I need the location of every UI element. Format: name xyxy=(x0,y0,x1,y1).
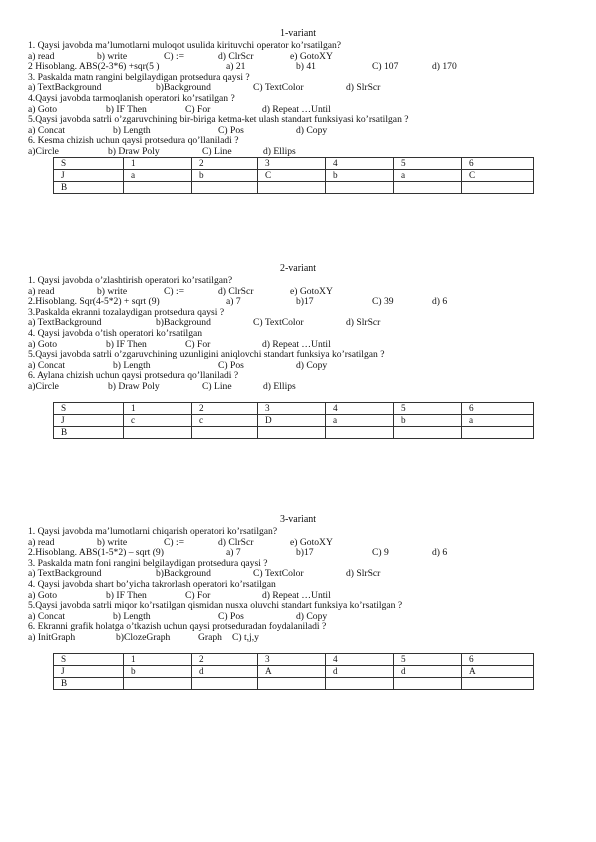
answer-option: e) GotoXY xyxy=(290,536,333,548)
answer-option: C) TextColor xyxy=(253,568,304,580)
answer-option: a) Concat xyxy=(28,610,66,622)
answer-option: a) read xyxy=(28,285,55,297)
answer-option: C) := xyxy=(164,285,185,297)
question-text: 6. Kesma chizish uchun qaysi protsedura qo’llaniladi ? xyxy=(28,135,239,147)
table-cell: c xyxy=(124,414,192,426)
question-text: 3. Paskalda matn rangini belgilaydigan protsedura qaysi ? xyxy=(28,71,250,83)
table-cell: 2 xyxy=(192,653,258,665)
answer-option: b) Length xyxy=(113,610,151,622)
question-text: 4. Qaysi javobda o’tish operatori ko’rsatilgan xyxy=(28,328,203,339)
table-cell: 6 xyxy=(462,157,534,169)
answer-option: b) Length xyxy=(113,359,151,371)
table-cell: B xyxy=(54,181,124,193)
table-cell: c xyxy=(192,414,258,426)
table-cell: b xyxy=(192,169,258,181)
answer-option: e) GotoXY xyxy=(290,50,333,62)
table-cell: 1 xyxy=(124,402,192,414)
table-cell: S xyxy=(54,653,124,665)
table-cell xyxy=(394,181,462,193)
answer-option: C) := xyxy=(164,536,185,548)
answer-option: b) IF Then xyxy=(106,338,147,350)
answer-option: C) Line xyxy=(202,146,232,157)
answer-option: Graph xyxy=(198,632,222,643)
answer-option: a) Concat xyxy=(28,359,66,371)
table-cell: 1 xyxy=(124,157,192,169)
question-text: 1. Qaysi javobda ma’lumotlarni muloqot usulida kirituvchi operator ko’rsatilgan? xyxy=(28,40,342,51)
options-row xyxy=(28,317,568,328)
table-cell: 5 xyxy=(394,402,462,414)
table-cell: S xyxy=(54,157,124,169)
table-row xyxy=(54,414,534,426)
table-cell: 3 xyxy=(258,653,326,665)
options-row xyxy=(28,632,568,643)
table-cell: 5 xyxy=(394,157,462,169)
answer-option: a) Concat xyxy=(28,124,66,136)
options-row xyxy=(28,146,568,157)
answer-option: C) 107 xyxy=(372,61,399,73)
answer-option: d) SlrScr xyxy=(346,317,381,329)
table-cell: a xyxy=(394,169,462,181)
answer-option: d) SlrScr xyxy=(346,568,381,580)
variant-title: 3-variant xyxy=(279,514,317,525)
answer-table xyxy=(53,653,534,690)
table-row xyxy=(54,653,534,665)
table-row xyxy=(54,665,534,677)
answer-option: d) Ellips xyxy=(263,381,296,392)
table-cell: 3 xyxy=(258,157,326,169)
answer-option: C) For xyxy=(185,103,211,115)
table-cell: B xyxy=(54,677,124,689)
question-text: 5.Qaysi javobda satrli o’zgaruvchining uzunligini aniqlovchi standart funksiya ko’rsatilgan ? xyxy=(28,349,385,361)
table-cell: 6 xyxy=(462,402,534,414)
answer-option: C) For xyxy=(185,589,211,601)
answer-option: C) 39 xyxy=(372,296,394,308)
answer-option: 2.Hisoblang. Sqr(4-5*2) + sqrt (9) xyxy=(28,296,160,308)
options-row xyxy=(28,61,568,72)
answer-option: a) read xyxy=(28,536,55,548)
answer-option: b)Background xyxy=(156,82,211,94)
table-cell: b xyxy=(394,414,462,426)
table-row xyxy=(54,181,534,193)
answer-option: a) 7 xyxy=(226,547,241,559)
table-cell xyxy=(326,426,394,438)
answer-option: a)Circle xyxy=(28,381,59,392)
answer-option: C) Line xyxy=(202,381,232,392)
question-text: 5.Qaysi javobda satrli o’zgaruvchining bir-biriga ketma-ket ulash standart funksiyasi ko’rsatilgan ? xyxy=(28,114,409,126)
answer-option: b)Background xyxy=(156,568,211,580)
answer-option: d) ClrScr xyxy=(218,536,254,548)
answer-option: d) 6 xyxy=(432,296,448,308)
options-row xyxy=(28,104,568,115)
answer-option: a) 21 xyxy=(226,61,246,73)
table-cell: d xyxy=(394,665,462,677)
answer-option: C) 9 xyxy=(372,547,389,559)
answer-option: C) TextColor xyxy=(253,317,304,329)
answer-option: b) write xyxy=(97,50,128,62)
answer-table xyxy=(53,157,534,194)
answer-option: C) For xyxy=(185,338,211,350)
options-row xyxy=(28,296,568,307)
answer-option: d) ClrScr xyxy=(218,50,254,62)
answer-option: a)Circle xyxy=(28,146,59,157)
table-cell: 4 xyxy=(326,653,394,665)
answer-option: 2.Hisoblang. ABS(1-5*2) – sqrt (9) xyxy=(28,547,164,559)
answer-option: b) 41 xyxy=(296,61,316,73)
question-text: 1. Qaysi javobda o’zlashtirish operatori ko’rsatilgan? xyxy=(28,275,233,286)
table-row xyxy=(54,169,534,181)
answer-option: C) Pos xyxy=(218,124,244,136)
table-cell: d xyxy=(326,665,394,677)
answer-option: a) read xyxy=(28,50,55,62)
table-cell: A xyxy=(258,665,326,677)
table-cell xyxy=(326,181,394,193)
table-cell xyxy=(124,677,192,689)
table-cell: 1 xyxy=(124,653,192,665)
table-cell xyxy=(192,181,258,193)
answer-option: b) write xyxy=(97,536,128,548)
table-row xyxy=(54,157,534,169)
options-row xyxy=(28,590,568,601)
options-row xyxy=(28,360,568,371)
table-cell xyxy=(326,677,394,689)
answer-option: 2 Hisoblang. ABS(2-3*6) +sqr(5 ) xyxy=(28,61,160,73)
question-text: 4. Qaysi javobda shart bo’yicha takrorlash operatori ko’rsatilgan xyxy=(28,579,276,590)
table-cell: J xyxy=(54,414,124,426)
table-row xyxy=(54,677,534,689)
answer-option: d) Repeat …Until xyxy=(262,589,331,601)
table-cell: J xyxy=(54,665,124,677)
answer-option: b)17 xyxy=(296,547,314,559)
table-cell xyxy=(462,181,534,193)
answer-table xyxy=(53,402,534,439)
question-text: 3.Paskalda ekranni tozalaydigan protsedura qaysi ? xyxy=(28,306,225,318)
answer-option: d) Ellips xyxy=(263,146,296,157)
answer-option: a) Goto xyxy=(28,589,58,601)
variant-title: 1-variant xyxy=(279,28,317,39)
answer-option: b) Draw Poly xyxy=(108,381,160,392)
options-row xyxy=(28,125,568,136)
table-row xyxy=(54,402,534,414)
table-cell xyxy=(462,426,534,438)
answer-option: a) 7 xyxy=(226,296,241,308)
answer-option: b)ClozeGraph xyxy=(116,632,171,643)
answer-option: b) IF Then xyxy=(106,589,147,601)
table-cell: b xyxy=(124,665,192,677)
options-row xyxy=(28,547,568,558)
answer-option: d) SlrScr xyxy=(346,82,381,94)
options-row xyxy=(28,51,568,62)
answer-option: a) Goto xyxy=(28,338,58,350)
answer-option: a) InitGraph xyxy=(28,632,76,643)
table-cell xyxy=(462,677,534,689)
table-cell: 6 xyxy=(462,653,534,665)
answer-option: d) Repeat …Until xyxy=(262,103,331,115)
answer-option: d) Copy xyxy=(296,359,328,371)
table-cell xyxy=(394,677,462,689)
table-cell xyxy=(258,181,326,193)
table-cell xyxy=(394,426,462,438)
options-row xyxy=(28,611,568,622)
answer-option: e) GotoXY xyxy=(290,285,333,297)
answer-option: a) Goto xyxy=(28,103,58,115)
answer-option: d) 6 xyxy=(432,547,448,559)
options-row xyxy=(28,286,568,297)
answer-option: d) ClrScr xyxy=(218,285,254,297)
answer-option: d) 170 xyxy=(432,61,457,73)
options-row xyxy=(28,381,568,392)
table-cell: 2 xyxy=(192,402,258,414)
options-row xyxy=(28,537,568,548)
answer-option: C) Pos xyxy=(218,610,244,622)
answer-option: b) IF Then xyxy=(106,103,147,115)
answer-option: a) TextBackground xyxy=(28,317,102,329)
question-text: 4.Qaysi javobda tarmoqlanish operatori ko’rsatilgan ? xyxy=(28,93,235,104)
table-cell: B xyxy=(54,426,124,438)
question-text: 6. Aylana chizish uchun qaysi protsedura qo’llaniladi ? xyxy=(28,370,239,382)
question-text: 1. Qaysi javobda ma’lumotlarni chiqarish operatori ko’rsatilgan? xyxy=(28,526,278,537)
variant-title: 2-variant xyxy=(279,263,317,274)
table-cell: 2 xyxy=(192,157,258,169)
answer-option: a) TextBackground xyxy=(28,568,102,580)
table-cell: 3 xyxy=(258,402,326,414)
table-cell: a xyxy=(326,414,394,426)
table-cell xyxy=(192,426,258,438)
answer-option: b) Draw Poly xyxy=(108,146,160,157)
table-cell xyxy=(124,181,192,193)
answer-option: C) := xyxy=(164,50,185,62)
answer-option: C) t,j,y xyxy=(232,632,259,643)
answer-option: d) Copy xyxy=(296,124,328,136)
answer-option: C) TextColor xyxy=(253,82,304,94)
table-cell: A xyxy=(462,665,534,677)
question-text: 6. Ekranni grafik holatga o’tkazish uchun qaysi protseduradan foydalaniladi ? xyxy=(28,621,327,633)
options-row xyxy=(28,82,568,93)
question-text: 3. Paskalda matn foni rangini belgilaydigan protsedura qaysi ? xyxy=(28,557,268,569)
table-cell: 4 xyxy=(326,402,394,414)
answer-option: b) write xyxy=(97,285,128,297)
table-cell xyxy=(192,677,258,689)
table-cell: D xyxy=(258,414,326,426)
table-cell: d xyxy=(192,665,258,677)
options-row xyxy=(28,568,568,579)
table-cell: a xyxy=(462,414,534,426)
answer-option: b)17 xyxy=(296,296,314,308)
table-cell: J xyxy=(54,169,124,181)
question-text: 5.Qaysi javobda satrli miqor ko’rsatilgan qismidan nusxa oluvchi standart funksiya ko’rsatilgan ? xyxy=(28,600,403,612)
table-cell: C xyxy=(462,169,534,181)
table-cell: a xyxy=(124,169,192,181)
answer-option: d) Copy xyxy=(296,610,328,622)
answer-option: C) Pos xyxy=(218,359,244,371)
answer-option: a) TextBackground xyxy=(28,82,102,94)
table-row xyxy=(54,426,534,438)
answer-option: b)Background xyxy=(156,317,211,329)
options-row xyxy=(28,339,568,350)
table-cell: 4 xyxy=(326,157,394,169)
answer-option: b) Length xyxy=(113,124,151,136)
table-cell xyxy=(258,677,326,689)
table-cell: S xyxy=(54,402,124,414)
table-cell xyxy=(258,426,326,438)
table-cell xyxy=(124,426,192,438)
answer-option: d) Repeat …Until xyxy=(262,338,331,350)
table-cell: C xyxy=(258,169,326,181)
table-cell: 5 xyxy=(394,653,462,665)
table-cell: b xyxy=(326,169,394,181)
